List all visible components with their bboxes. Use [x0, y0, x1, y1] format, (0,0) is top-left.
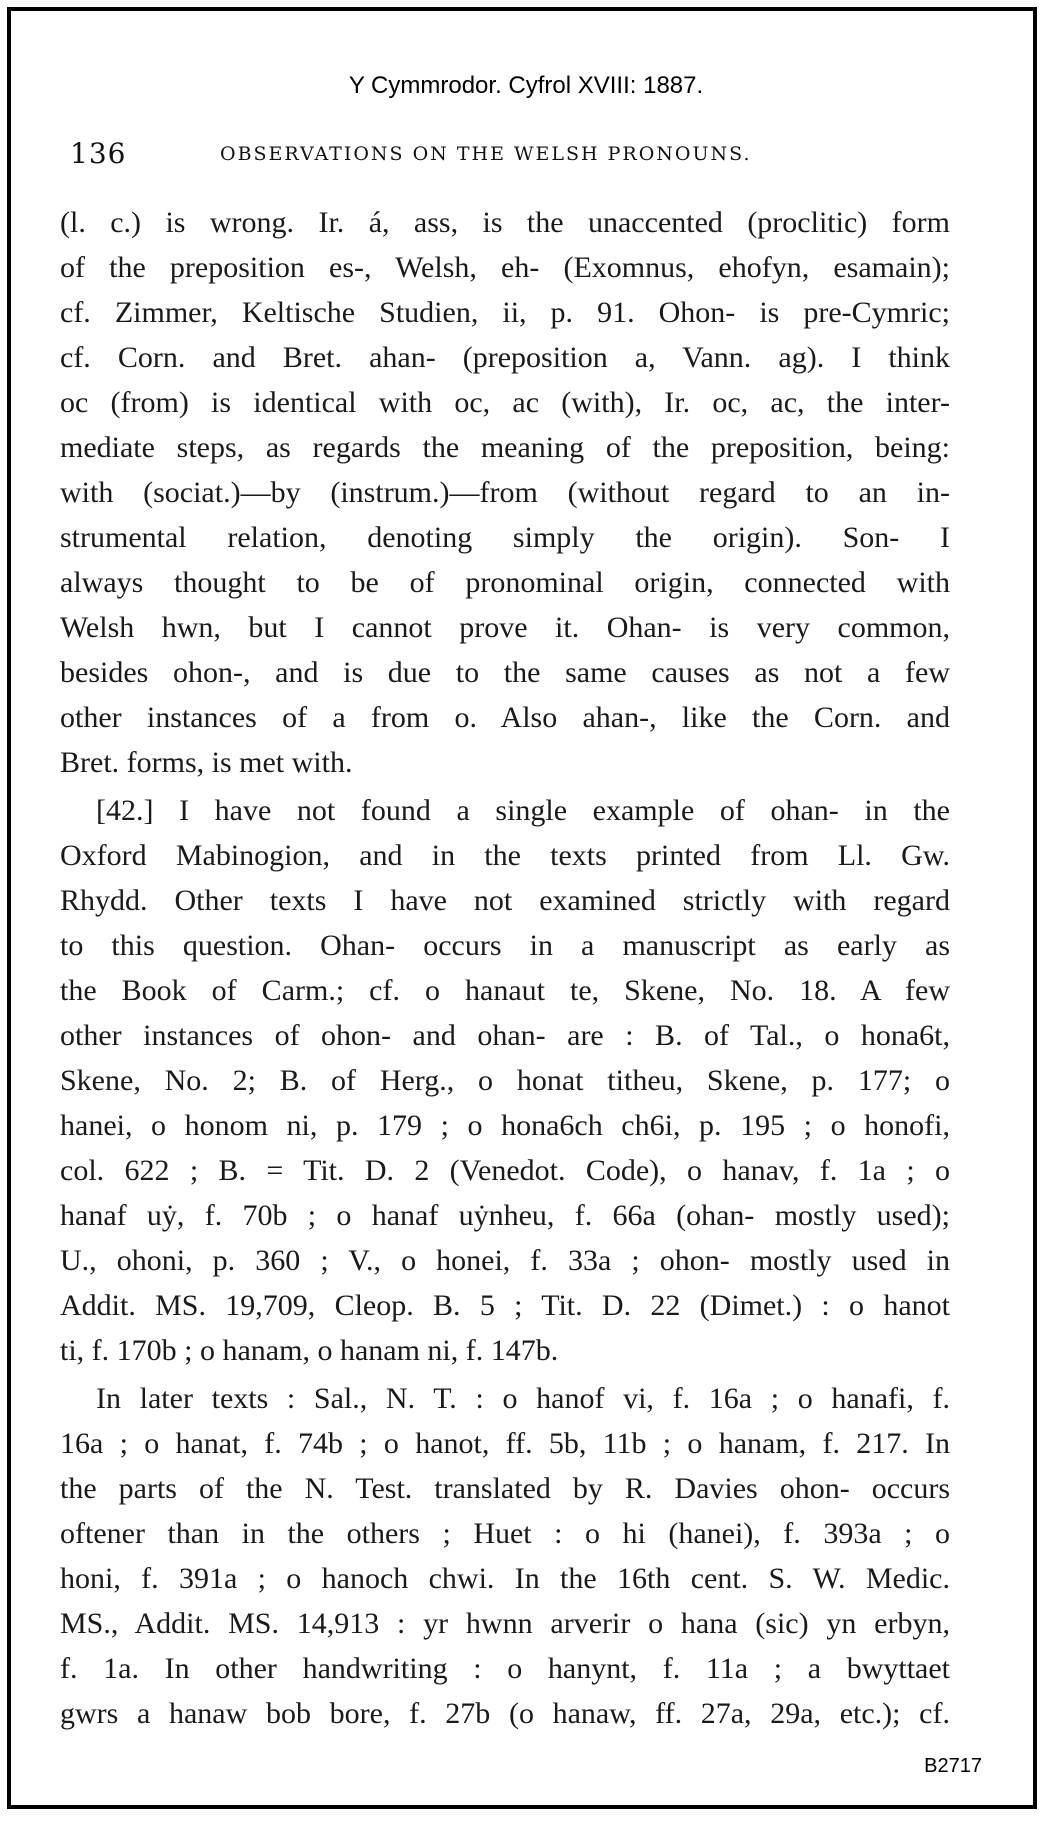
- text-line: Oxford Mabinogion, and in the texts printed from Ll. Gw.: [60, 839, 950, 872]
- text-line: 16a ; o hanat, f. 74b ; o hanot, ff. 5b, 11b ; o hanam, f. 217. In: [60, 1427, 950, 1460]
- text-line: besides ohon-, and is due to the same causes as not a few: [60, 656, 950, 689]
- text-line: to this question. Ohan- occurs in a manuscript as early as: [60, 929, 950, 962]
- page-number: 136: [70, 137, 127, 170]
- running-title: OBSERVATIONS ON THE WELSH PRONOUNS.: [220, 143, 752, 165]
- text-line: Addit. MS. 19,709, Cleop. B. 5 ; Tit. D. 22 (Dimet.) : o hanot: [60, 1289, 950, 1322]
- text-line: oftener than in the others ; Huet : o hi (hanei), f. 393a ; o: [60, 1517, 950, 1550]
- text-line: col. 622 ; B. = Tit. D. 2 (Venedot. Code), o hanav, f. 1a ; o: [60, 1154, 950, 1187]
- text-line: hanaf uẏ, f. 70b ; o hanaf uẏnheu, f. 66a (ohan- mostly used);: [60, 1199, 950, 1232]
- text-line: with (sociat.)—by (instrum.)—from (without regard to an in-: [60, 476, 950, 509]
- text-line: the Book of Carm.; cf. o hanaut te, Skene, No. 18. A few: [60, 974, 950, 1007]
- text-line: gwrs a hanaw bob bore, f. 27b (o hanaw, ff. 27a, 29a, etc.); cf.: [60, 1697, 950, 1730]
- text-line: MS., Addit. MS. 14,913 : yr hwnn arverir o hana (sic) yn erbyn,: [60, 1607, 950, 1640]
- text-line: U., ohoni, p. 360 ; V., o honei, f. 33a ; ohon- mostly used in: [60, 1244, 950, 1277]
- footer-code: B2717: [924, 1755, 982, 1777]
- text-line: Rhydd. Other texts I have not examined strictly with regard: [60, 884, 950, 917]
- text-line: (l. c.) is wrong. Ir. á, ass, is the unaccented (proclitic) form: [60, 206, 950, 239]
- text-line: mediate steps, as regards the meaning of the preposition, being:: [60, 431, 950, 464]
- text-line: cf. Corn. and Bret. ahan- (preposition a, Vann. ag). I think: [60, 341, 950, 374]
- body-text: [60, 200, 950, 1736]
- text-line: honi, f. 391a ; o hanoch chwi. In the 16th cent. S. W. Medic.: [60, 1562, 950, 1595]
- text-line: the parts of the N. Test. translated by R. Davies ohon- occurs: [60, 1472, 950, 1505]
- text-line: Welsh hwn, but I cannot prove it. Ohan- is very common,: [60, 611, 950, 644]
- text-line: f. 1a. In other handwriting : o hanynt, f. 11a ; a bwyttaet: [60, 1652, 950, 1685]
- paragraph-start-line: [42.] I have not found a single example of ohan- in the: [96, 794, 950, 827]
- text-line: other instances of a from o. Also ahan-, like the Corn. and: [60, 701, 950, 734]
- text-line: ti, f. 170b ; o hanam, o hanam ni, f. 147b.: [60, 1334, 559, 1367]
- text-line: always thought to be of pronominal origin, connected with: [60, 566, 950, 599]
- paragraph-start-line: In later texts : Sal., N. T. : o hanof vi, f. 16a ; o hanafi, f.: [96, 1382, 950, 1415]
- text-line: other instances of ohon- and ohan- are : B. of Tal., o hona6t,: [60, 1019, 950, 1052]
- document-header: Y Cymmrodor. Cyfrol XVIII: 1887.: [348, 72, 704, 99]
- text-line: cf. Zimmer, Keltische Studien, ii, p. 91. Ohon- is pre-Cymric;: [60, 296, 950, 329]
- text-line: hanei, o honom ni, p. 179 ; o hona6ch ch6i, p. 195 ; o honofi,: [60, 1109, 950, 1142]
- text-line: oc (from) is identical with oc, ac (with), Ir. oc, ac, the inter-: [60, 386, 950, 419]
- text-line: of the preposition es-, Welsh, eh- (Exomnus, ehofyn, esamain);: [60, 251, 950, 284]
- text-line: Skene, No. 2; B. of Herg., o honat titheu, Skene, p. 177; o: [60, 1064, 950, 1097]
- text-line: Bret. forms, is met with.: [60, 746, 353, 779]
- text-line: strumental relation, denoting simply the origin). Son- I: [60, 521, 950, 554]
